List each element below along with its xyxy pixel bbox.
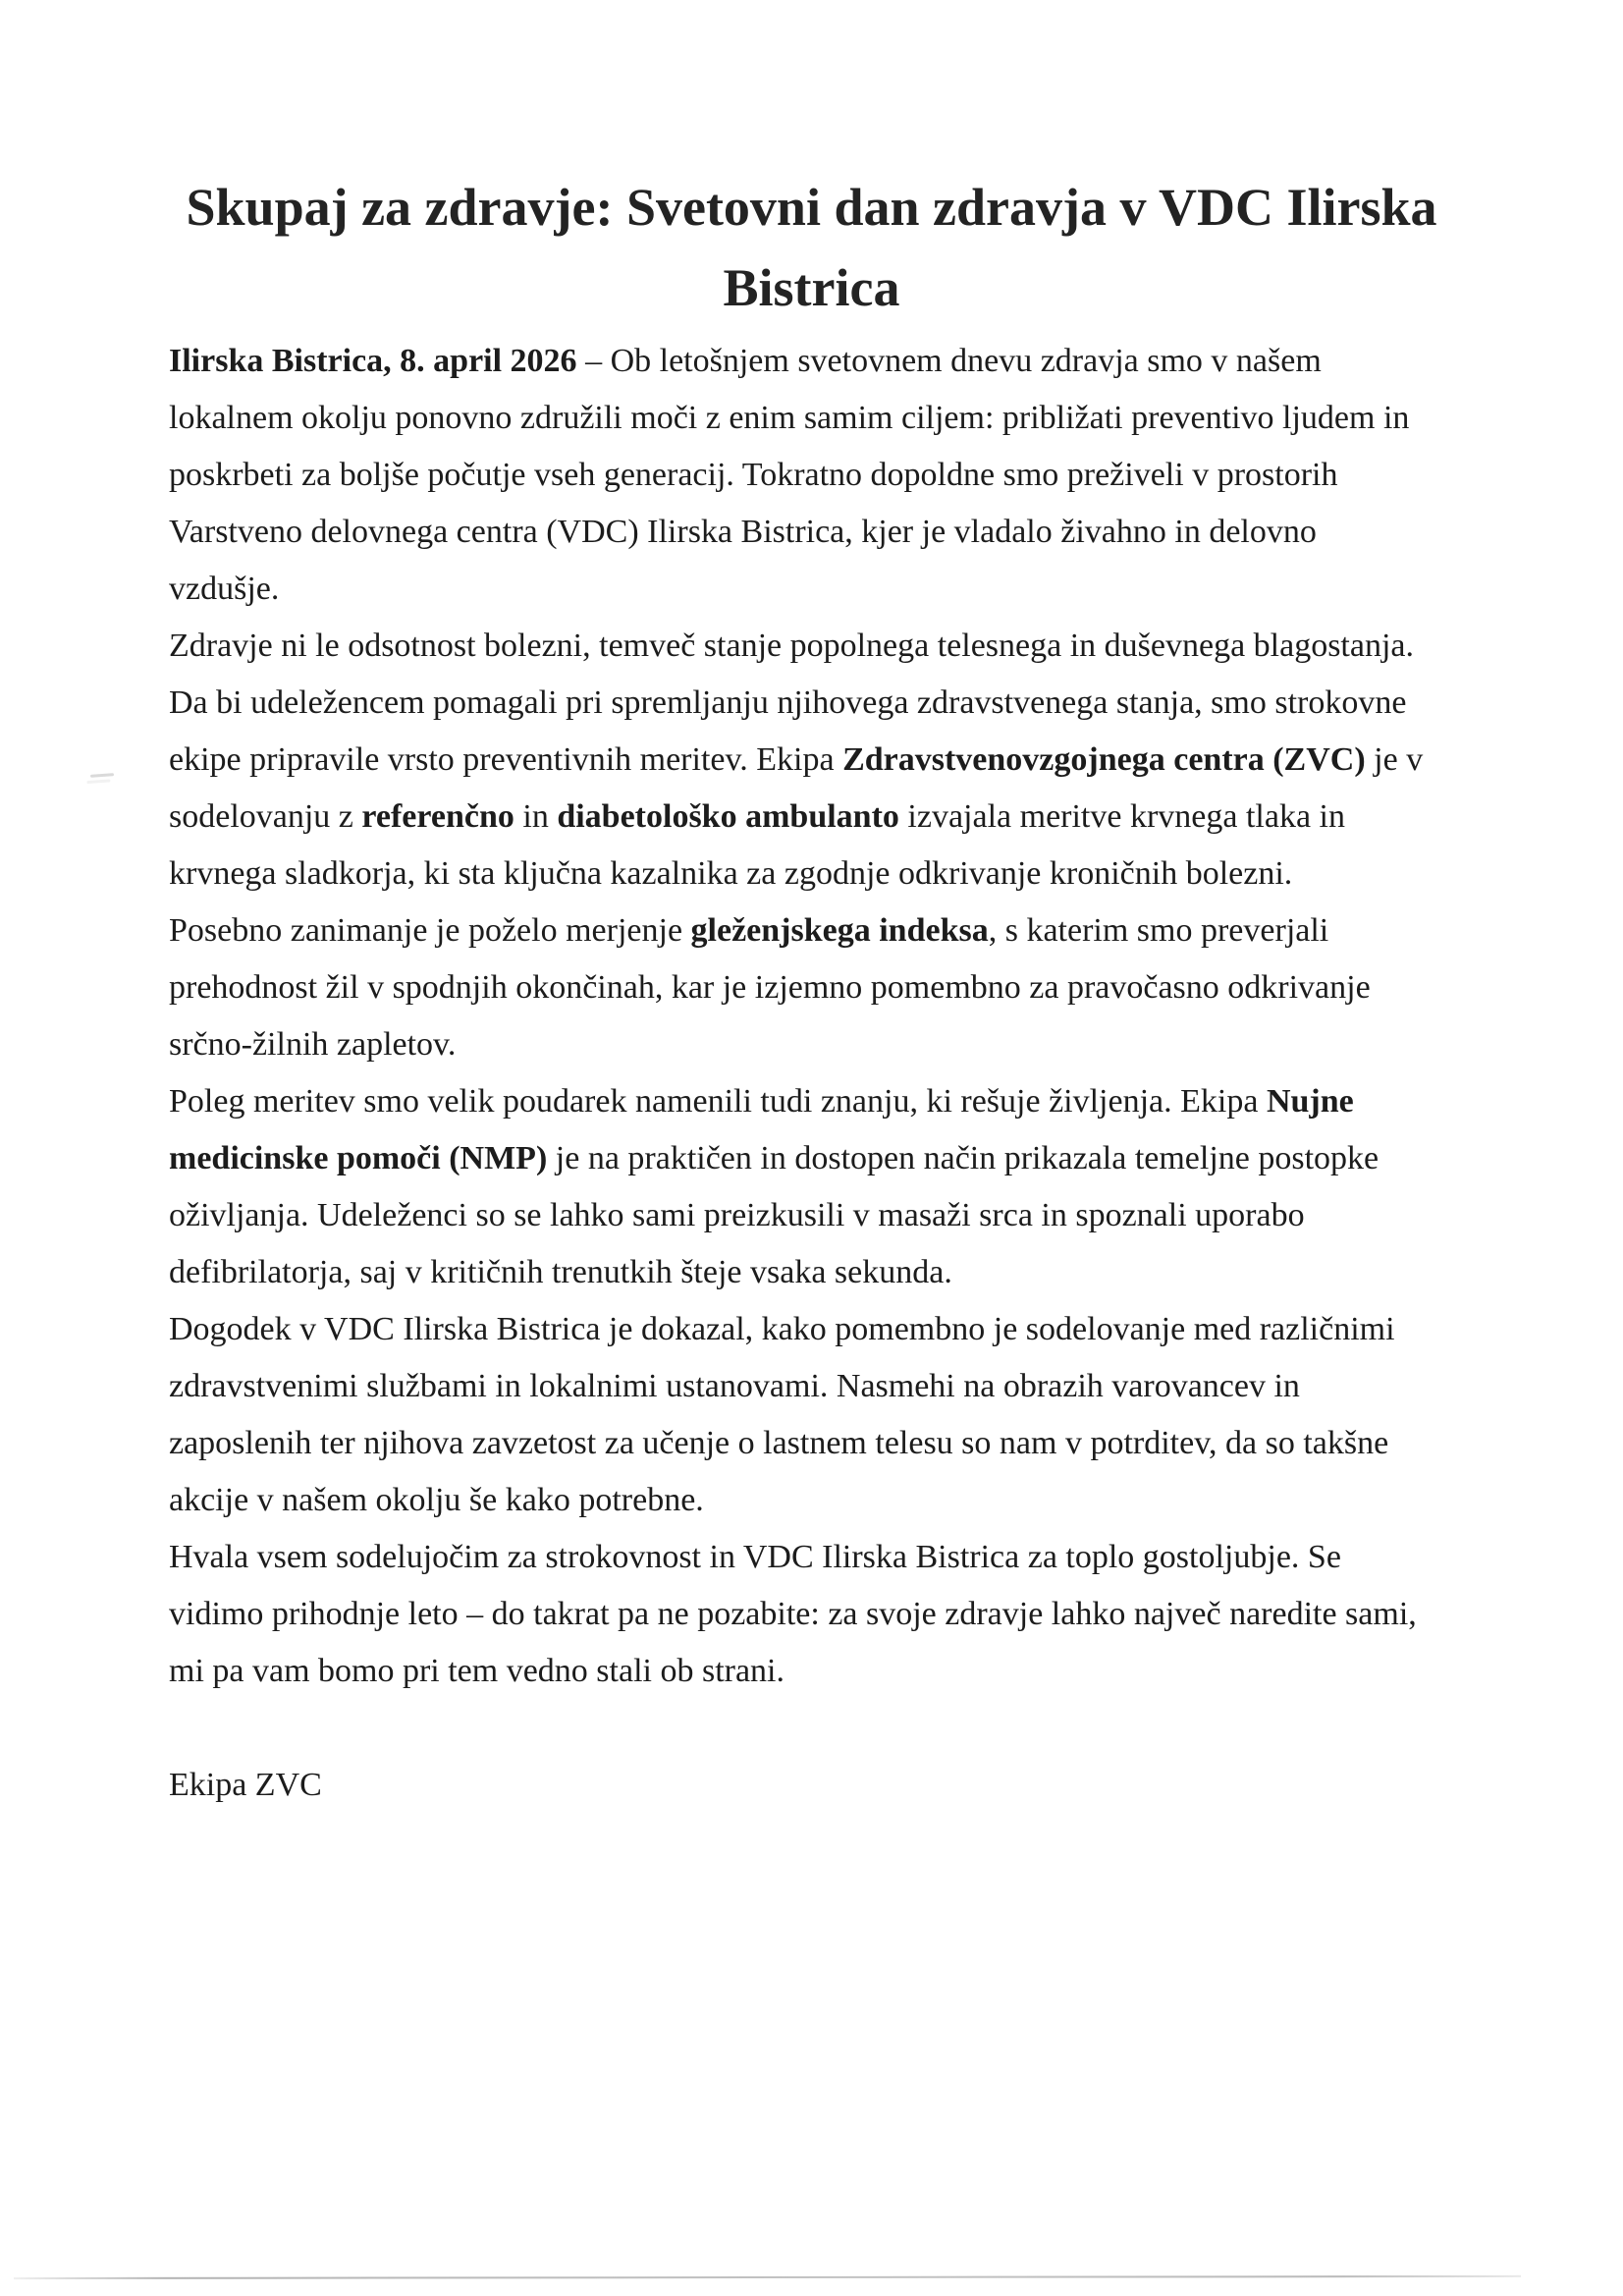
text-segment: lokalnem okolju ponovno združili moči z enim samim ciljem: približati preventivo ljudem in <box>169 400 1410 436</box>
text-line <box>169 390 1480 447</box>
text-line <box>169 1073 1480 1130</box>
text-line <box>169 1415 1480 1472</box>
paragraph <box>169 1529 1480 1700</box>
text-segment: sodelovanju z <box>169 798 362 835</box>
document-body <box>169 333 1480 1700</box>
bold-text-segment: diabetološko ambulanto <box>557 798 899 835</box>
text-line <box>169 732 1480 789</box>
text-line <box>169 1130 1480 1187</box>
text-segment: oživljanja. Udeleženci so se lahko sami preizkusili v masaži srca in spoznali uporabo <box>169 1197 1305 1233</box>
text-segment: vidimo prihodnje leto – do takrat pa ne pozabite: za svoje zdravje lahko največ naredite sami, <box>169 1596 1417 1632</box>
text-segment: in <box>514 798 558 835</box>
text-line <box>169 1472 1480 1529</box>
text-line <box>169 1016 1480 1073</box>
text-line <box>169 1358 1480 1415</box>
text-segment: prehodnost žil v spodnjih okončinah, kar je izjemno pomembno za pravočasno odkrivanje <box>169 969 1371 1006</box>
document-title <box>0 167 1623 328</box>
bold-text-segment: medicinske pomoči (NMP) <box>169 1140 548 1176</box>
title-line-2: Bistrica <box>723 258 900 317</box>
text-line <box>169 789 1480 846</box>
text-line <box>169 1643 1480 1700</box>
text-line <box>169 959 1480 1016</box>
text-segment: Dogodek v VDC Ilirska Bistrica je dokazal, kako pomembno je sodelovanje med različnimi <box>169 1311 1395 1347</box>
text-segment: defibrilatorja, saj v kritičnih trenutkih šteje vsaka sekunda. <box>169 1254 952 1290</box>
text-segment: vzdušje. <box>169 571 280 607</box>
text-segment: krvnega sladkorja, ki sta ključna kazalnika za zgodnje odkrivanje kroničnih bolezni. <box>169 855 1293 892</box>
paragraph <box>169 618 1480 902</box>
paragraph <box>169 1073 1480 1301</box>
title-line-1: Skupaj za zdravje: Svetovni dan zdravja v VDC Ilirska <box>186 178 1437 237</box>
bold-text-segment: Zdravstvenovzgojnega centra (ZVC) <box>842 741 1366 778</box>
text-line <box>169 1187 1480 1244</box>
text-line <box>169 333 1480 390</box>
text-line <box>169 504 1480 561</box>
paragraph <box>169 1301 1480 1529</box>
text-line <box>169 846 1480 902</box>
text-segment: Da bi udeležencem pomagali pri spremljanju njihovega zdravstvenega stanja, smo strokovne <box>169 684 1407 721</box>
text-segment: je na praktičen in dostopen način prikazala temeljne postopke <box>547 1140 1380 1176</box>
text-segment: , s katerim smo preverjali <box>988 912 1329 949</box>
signature: Ekipa ZVC <box>169 1767 322 1803</box>
scan-artifact-mark <box>90 773 114 778</box>
text-line <box>169 675 1480 732</box>
paragraph <box>169 333 1480 618</box>
text-line <box>169 1529 1480 1586</box>
text-segment: srčno-žilnih zapletov. <box>169 1026 457 1063</box>
bold-text-segment: referenčno <box>361 798 514 835</box>
text-segment: zaposlenih ter njihova zavzetost za učenje o lastnem telesu so nam v potrditev, da so takšne <box>169 1425 1389 1461</box>
bold-text-segment: Ilirska Bistrica, 8. april 2026 <box>169 343 577 379</box>
text-segment: Varstveno delovnega centra (VDC) Ilirska Bistrica, kjer je vladalo živahno in delovno <box>169 514 1317 550</box>
text-segment: mi pa vam bomo pri tem vedno stali ob strani. <box>169 1653 785 1689</box>
text-segment: ekipe pripravile vrsto preventivnih meritev. Ekipa <box>169 741 843 778</box>
text-segment: – Ob letošnjem svetovnem dnevu zdravja smo v našem <box>576 343 1322 379</box>
bold-text-segment: gleženjskega indeksa <box>690 912 989 949</box>
text-line <box>169 618 1480 675</box>
text-line <box>169 1244 1480 1301</box>
bold-text-segment: Nujne <box>1266 1083 1354 1120</box>
text-segment: zdravstvenimi službami in lokalnimi ustanovami. Nasmehi na obrazih varovancev in <box>169 1368 1300 1404</box>
text-segment: Poleg meritev smo velik poudarek namenili tudi znanju, ki rešuje življenja. Ekipa <box>169 1083 1267 1120</box>
text-segment: Hvala vsem sodelujočim za strokovnost in VDC Ilirska Bistrica za toplo gostoljubje. Se <box>169 1539 1341 1575</box>
text-segment: je v <box>1365 741 1424 778</box>
scan-artifact-bottom-line <box>14 2275 1521 2279</box>
text-segment: poskrbeti za boljše počutje vseh generacij. Tokratno dopoldne smo preživeli v prostorih <box>169 457 1338 493</box>
text-line <box>169 447 1480 504</box>
text-segment: Posebno zanimanje je poželo merjenje <box>169 912 691 949</box>
text-line <box>169 902 1480 959</box>
text-line <box>169 1301 1480 1358</box>
paragraph <box>169 902 1480 1073</box>
text-segment: Zdravje ni le odsotnost bolezni, temveč stanje popolnega telesnega in duševnega blagostanja. <box>169 628 1415 664</box>
text-line <box>169 561 1480 618</box>
text-segment: akcije v našem okolju še kako potrebne. <box>169 1482 704 1518</box>
text-line <box>169 1586 1480 1643</box>
text-segment: izvajala meritve krvnega tlaka in <box>898 798 1345 835</box>
